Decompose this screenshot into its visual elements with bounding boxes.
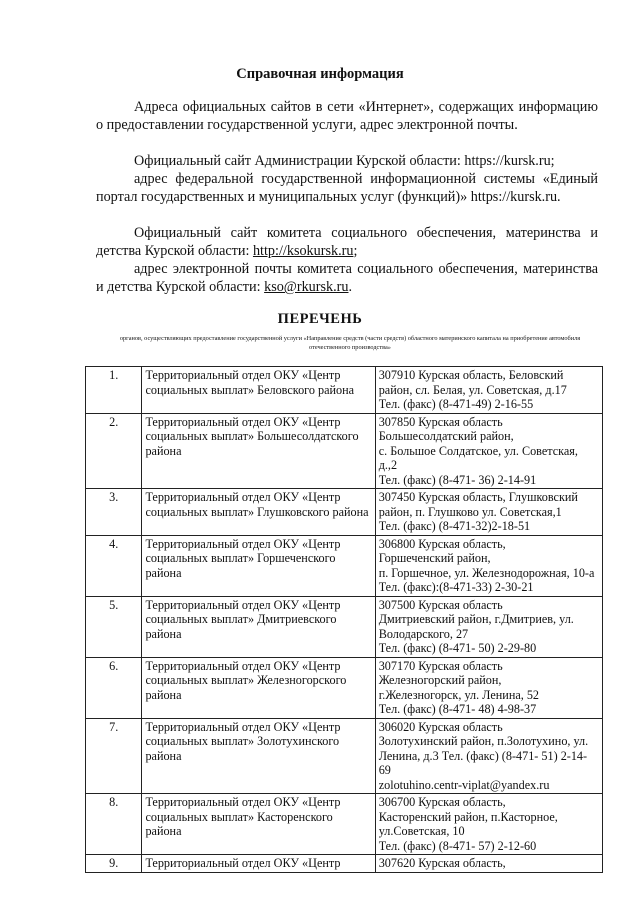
row-number: 7.	[86, 718, 142, 794]
row-organization: Территориальный отдел ОКУ «Центр социальных выплат» Глушковского района	[142, 489, 375, 536]
intro-paragraph	[96, 98, 598, 134]
address-line: Тел. (факс) (8-471-49) 2-16-55	[378, 397, 534, 411]
row-address	[375, 413, 602, 489]
admin-site-paragraph	[96, 152, 598, 170]
row-address	[375, 535, 602, 596]
address-line: 307450 Курская область, Глушковский район, п. Глушково ул. Советская,1	[378, 490, 578, 519]
row-organization: Территориальный отдел ОКУ «Центр социальных выплат» Золотухинского района	[142, 718, 375, 794]
page-title: Справочная информация	[236, 66, 404, 82]
row-number: 2.	[86, 413, 142, 489]
row-organization: Территориальный отдел ОКУ «Центр	[142, 855, 375, 873]
committee-site-text: Официальный сайт комитета социального обеспечения, материнства и детства Курской области:	[96, 225, 598, 259]
committee-site-end: ;	[353, 243, 358, 259]
table-row	[86, 718, 603, 794]
row-address	[375, 489, 602, 536]
row-number: 6.	[86, 657, 142, 718]
row-organization: Территориальный отдел ОКУ «Центр социальных выплат» Большесолдатского района	[142, 413, 375, 489]
committee-email-text: адрес электронной почты комитета социального обеспечения, материнства и детства Курской области:	[96, 261, 598, 295]
row-organization: Территориальный отдел ОКУ «Центр социальных выплат» Беловского района	[142, 367, 375, 414]
address-line: Тел. (факс) (8-471-32)2-18-51	[378, 519, 531, 533]
row-number: 4.	[86, 535, 142, 596]
address-line: Тел. (факс) (8-471- 48) 4-98-37	[378, 702, 537, 716]
table-row	[86, 489, 603, 536]
offices-table-body	[86, 367, 603, 873]
row-number: 1.	[86, 367, 142, 414]
row-address	[375, 596, 602, 657]
table-row	[86, 535, 603, 596]
address-line: Тел. (факс) (8-471- 50) 2-29-80	[378, 641, 537, 655]
offices-table	[85, 366, 603, 873]
list-subtitle: органов, осуществляющих предоставление государственной услуги «Направление средств (части средств) областного материнского капитала на приобретение автомобиля отечественного производства»	[119, 335, 581, 351]
address-line: 307850 Курская область Большесолдатский район,	[378, 414, 514, 443]
address-line: с. Большое Солдатское, ул. Советская, д.,2	[378, 443, 578, 472]
address-line: 307910 Курская область, Беловский район, сл. Белая, ул. Советская, д.17	[378, 368, 567, 397]
row-number: 5.	[86, 596, 142, 657]
address-line: п. Горшечное, ул. Железнодорожная, 10-а	[378, 565, 595, 580]
committee-site-paragraph	[96, 224, 598, 260]
address-line: 306020 Курская область	[378, 719, 503, 734]
address-line: Дмитриевский район, г.Дмитриев, ул. Володарского, 27	[378, 612, 574, 641]
table-row	[86, 413, 603, 489]
row-address	[375, 367, 602, 414]
address-line: Горшеченский район,	[378, 551, 491, 565]
admin-site-text: Официальный сайт Администрации Курской области: https://kursk.ru;	[134, 153, 555, 169]
address-line: zolotuhino.centr-viplat@yandex.ru	[378, 777, 550, 792]
address-line: Железногорский район,	[378, 673, 502, 687]
committee-site-link[interactable]: http://ksokursk.ru	[252, 243, 354, 259]
row-address	[375, 794, 602, 855]
committee-email-paragraph	[96, 260, 598, 296]
row-address	[375, 657, 602, 718]
table-row	[86, 657, 603, 718]
row-organization: Территориальный отдел ОКУ «Центр социальных выплат» Горшеченского района	[142, 535, 375, 596]
committee-email-end: .	[348, 279, 353, 295]
table-row	[86, 794, 603, 855]
address-line: Золотухинский район, п.Золотухино, ул. Ленина, д.3 Тел. (факс) (8-471- 51) 2-14-69	[378, 734, 589, 777]
row-organization: Территориальный отдел ОКУ «Центр социальных выплат» Дмитриевского района	[142, 596, 375, 657]
address-line: Тел. (факс) (8-471- 57) 2-12-60	[378, 838, 537, 853]
address-line: 307620 Курская область,	[378, 856, 506, 870]
address-line: г.Железногорск, ул. Ленина, 52	[378, 687, 540, 702]
table-row	[86, 855, 603, 873]
row-organization: Территориальный отдел ОКУ «Центр социальных выплат» Касторенского района	[142, 794, 375, 855]
row-address	[375, 718, 602, 794]
table-row	[86, 367, 603, 414]
row-number: 3.	[86, 489, 142, 536]
intro-text: Адреса официальных сайтов в сети «Интернет», содержащих информацию о предоставлении государственной услуги, адрес электронной почты.	[96, 99, 598, 133]
address-line: 306700 Курская область,	[378, 795, 506, 809]
committee-email-link[interactable]: kso@rkursk.ru	[264, 279, 349, 295]
row-organization: Территориальный отдел ОКУ «Центр социальных выплат» Железногорского района	[142, 657, 375, 718]
address-line: 307170 Курская область	[378, 658, 503, 673]
address-line: Касторенский район, п.Касторное, ул.Советская, 10	[378, 809, 558, 838]
address-line: Тел. (факс) (8-471- 36) 2-14-91	[378, 472, 537, 487]
portal-paragraph	[96, 170, 598, 206]
table-row	[86, 596, 603, 657]
row-number: 8.	[86, 794, 142, 855]
address-line: 306800 Курская область,	[378, 536, 506, 551]
list-title: ПЕРЕЧЕНЬ	[277, 311, 363, 327]
row-address	[375, 855, 602, 873]
address-line: Тел. (факс):(8-471-33) 2-30-21	[378, 580, 534, 594]
address-line: 307500 Курская область	[378, 597, 503, 612]
portal-text: адрес федеральной государственной информационной системы «Единый портал государственных и муниципальных услуг (функций)» https://kursk.ru.	[96, 171, 598, 205]
row-number: 9.	[86, 855, 142, 873]
